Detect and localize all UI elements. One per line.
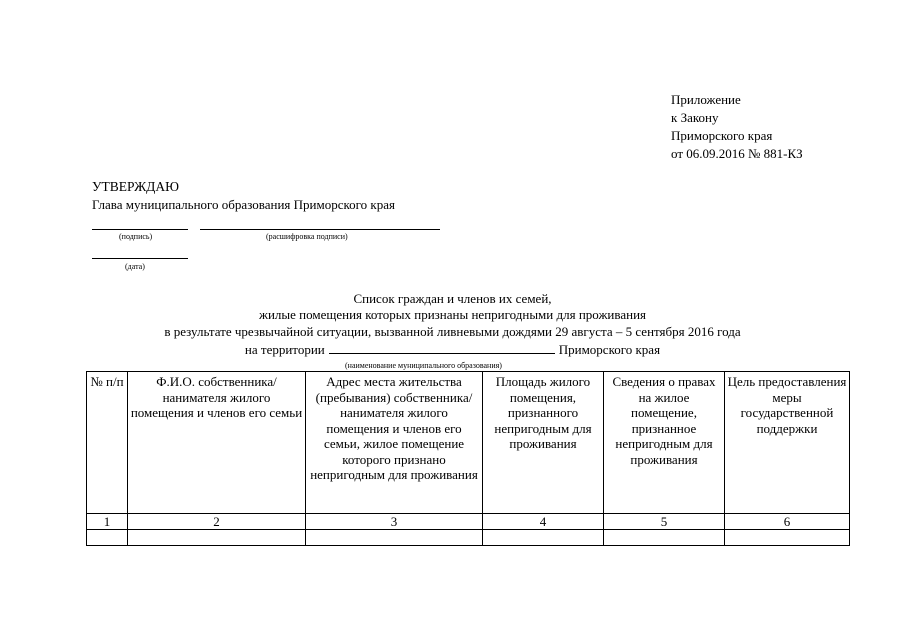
- header-address: Адрес места жительства (пребывания) собственника/нанимателя жилого помещения и членов его семьи, жилое помещение которого признано непригодным для проживания: [306, 372, 483, 514]
- appendix-date-number: от 06.09.2016 № 881-КЗ: [671, 146, 803, 161]
- date-caption: (дата): [125, 262, 145, 271]
- table-cell: [87, 530, 128, 546]
- column-number: 4: [483, 514, 604, 530]
- signature-caption: (подпись): [119, 232, 153, 241]
- document-heading-territory: [0, 342, 905, 358]
- citizens-table: [86, 371, 850, 546]
- column-number: 5: [604, 514, 725, 530]
- table-cell: [604, 530, 725, 546]
- territory-prefix: на территории: [244, 342, 325, 357]
- date-line: [92, 258, 188, 259]
- table-cell: [725, 530, 850, 546]
- column-number: 3: [306, 514, 483, 530]
- appendix-line: к Закону: [671, 110, 719, 125]
- header-purpose: Цель предоставления меры государственной поддержки: [725, 372, 850, 514]
- territory-suffix: Приморского края: [558, 342, 661, 357]
- header-full-name: Ф.И.О. собственника/нанимателя жилого помещения и членов его семьи: [128, 372, 306, 514]
- municipality-caption: (наименование муниципального образования): [345, 361, 502, 370]
- signature-line: [92, 229, 188, 230]
- approval-position: Глава муниципального образования Приморского края: [92, 197, 395, 212]
- document-heading-line: жилые помещения которых признаны непригодными для проживания: [258, 307, 647, 322]
- table-number-row: [87, 514, 850, 530]
- column-number: 2: [128, 514, 306, 530]
- municipality-blank: [329, 342, 555, 354]
- signature-decoding-line: [200, 229, 440, 230]
- document-heading-line: Список граждан и членов их семей,: [353, 291, 552, 306]
- table-cell: [306, 530, 483, 546]
- table-row: [87, 530, 850, 546]
- approval-title: УТВЕРЖДАЮ: [92, 179, 180, 194]
- table-cell: [128, 530, 306, 546]
- document-heading-line: в результате чрезвычайной ситуации, вызванной ливневыми дождями 29 августа – 5 сентября 2016 года: [164, 324, 741, 339]
- signature-decoding-caption: (расшифровка подписи): [266, 232, 348, 241]
- header-area: Площадь жилого помещения, признанного непригодным для проживания: [483, 372, 604, 514]
- table-header-row: [87, 372, 850, 514]
- header-number: № п/п: [87, 372, 128, 514]
- column-number: 6: [725, 514, 850, 530]
- appendix-block: [671, 91, 803, 163]
- table-cell: [483, 530, 604, 546]
- column-number: 1: [87, 514, 128, 530]
- appendix-line: Приморского края: [671, 128, 773, 143]
- header-rights: Сведения о правах на жилое помещение, признанное непригодным для проживания: [604, 372, 725, 514]
- appendix-line: Приложение: [671, 92, 741, 107]
